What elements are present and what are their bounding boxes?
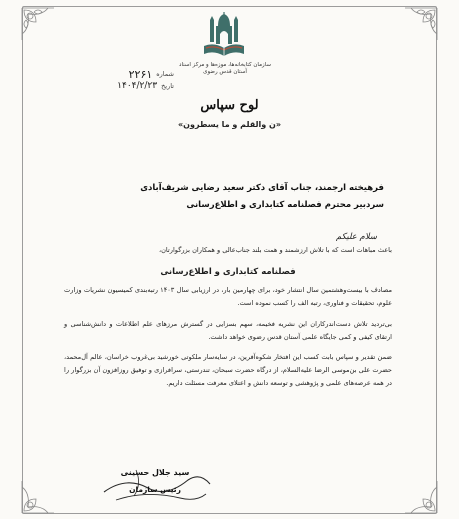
body-paragraph: بی‌تردید تلاش دست‌اندرکاران این نشریه فخیمه، سهم بسزایی در گسترش مرزهای علم اطلاعات و دانش‌شناسی و ارتقای کیفی و کمی جایگاه علمی آستان قدس رضوی خواهد داشت. [64,319,392,341]
recipient-name: فرهیخته ارجمند، جناب آقای دکتر سعید رضایی شریف‌آبادی [140,183,384,193]
corner-ornament-icon [18,477,58,517]
organization-name-line: سازمان کتابخانه‌ها، موزه‌ها و مرکز اسناد [179,62,271,68]
letter-number-value: ۲۲۶۱ [128,67,153,81]
organization-name-line: آستان قدس رضوی [203,69,247,75]
letter-date-value: ۱۴۰۴/۲/۲۳ [117,81,158,91]
recipient-block [84,180,384,214]
letter-date-row [64,80,174,92]
body-intro: باعث مباهات است که با تلاش ارزشمند و همت بلند جناب‌عالی و همکاران بزرگوارتان، [158,246,392,254]
body-paragraph: مصادف با بیست‌وهشتمین سال انتشار خود، برای چهارمین بار، در ارزیابی سال ۱۴۰۳ رتبه‌بندی کمیسیون نشریات وزارت علوم، تحقیقات و فناوری، رتبه الف را کسب نموده است. [64,286,392,308]
organization-logo-icon [196,12,252,62]
journal-title: فصلنامه کتابداری و اطلاع‌رسانی [160,266,296,277]
organization-name [170,62,280,76]
signer-name: سید جلال حسینی [120,468,190,477]
body-paragraph: ضمن تقدیر و سپاس بابت کسب این افتخار شکوه‌آفرین، در سایه‌سار ملکوتی خورشید بی‌غروب خراسان، عالم آل‌محمد، حضرت علی بن‌موسی الرضا علیه‌السلام، از درگاه حضرت سبحان، تندرستی، سرافرازی و توفیق روزافزون آن بزرگوار را در همه عرصه‌های علمی و پژوهشی و توسعه دانش و اعتلای معرفت مسئلت داریم. [64,353,392,387]
letter-body [64,244,392,397]
signer-role: رئیس سازمان [129,485,181,494]
letter-number-label: شماره [156,70,174,78]
corner-ornament-icon [401,4,441,44]
recipient-position: سردبیر محترم فصلنامه کتابداری و اطلاع‌رسانی [186,200,384,210]
letter-number-row [64,68,174,80]
letter-metadata [64,68,174,92]
signature-block [100,468,210,494]
salutation: سلام علیکم [336,232,377,242]
corner-ornament-icon [18,4,58,44]
letter-date-label: تاریخ [161,82,174,90]
certificate-title: لوح سپاس [200,98,259,113]
corner-ornament-icon [401,477,441,517]
quranic-verse: «ن والقلم و ما یسطرون» [178,120,281,129]
